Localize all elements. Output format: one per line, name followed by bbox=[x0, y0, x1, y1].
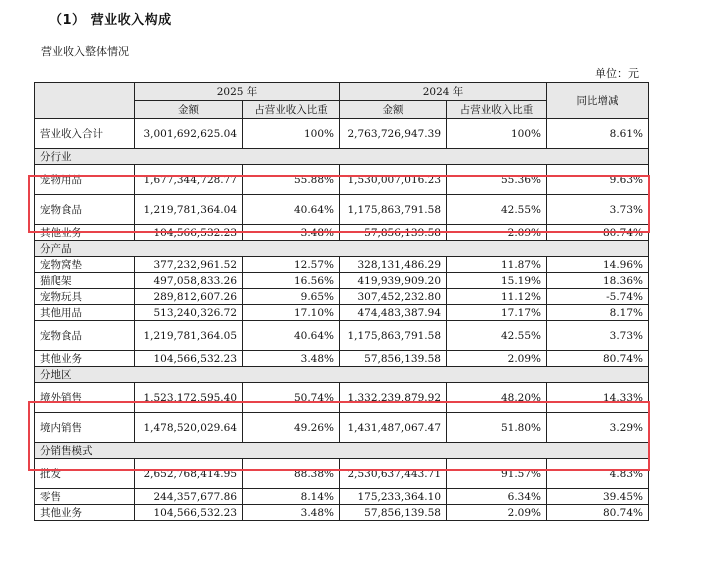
category-row bbox=[35, 367, 649, 383]
yoy-cell: -5.74% bbox=[547, 289, 649, 305]
amount-2025-cell: 1,523,172,595.40 bbox=[135, 383, 243, 413]
row-label: 宠物用品 bbox=[35, 165, 135, 195]
yoy-cell: 39.45% bbox=[547, 489, 649, 505]
ratio-2025-cell: 55.88% bbox=[243, 165, 340, 195]
yoy-cell: 14.33% bbox=[547, 383, 649, 413]
row-label: 宠物食品 bbox=[35, 321, 135, 351]
amount-2025-cell: 3,001,692,625.04 bbox=[135, 119, 243, 149]
header-ratio-2025: 占营业收入比重 bbox=[243, 101, 340, 119]
row-label: 其他业务 bbox=[35, 505, 135, 521]
ratio-2024-cell: 42.55% bbox=[447, 195, 547, 225]
table-row bbox=[35, 273, 649, 289]
yoy-cell: 80.74% bbox=[547, 351, 649, 367]
header-blank bbox=[35, 83, 135, 119]
row-label: 零售 bbox=[35, 489, 135, 505]
amount-2025-cell: 513,240,326.72 bbox=[135, 305, 243, 321]
header-year-2025: 2025 年 bbox=[135, 83, 340, 101]
amount-2024-cell: 1,175,863,791.58 bbox=[340, 321, 447, 351]
ratio-2025-cell: 40.64% bbox=[243, 195, 340, 225]
amount-2024-cell: 2,763,726,947.39 bbox=[340, 119, 447, 149]
category-row bbox=[35, 443, 649, 459]
ratio-2025-cell: 3.48% bbox=[243, 505, 340, 521]
ratio-2024-cell: 6.34% bbox=[447, 489, 547, 505]
amount-2025-cell: 1,677,344,728.77 bbox=[135, 165, 243, 195]
amount-2025-cell: 244,357,677.86 bbox=[135, 489, 243, 505]
ratio-2024-cell: 100% bbox=[447, 119, 547, 149]
amount-2024-cell: 328,131,486.29 bbox=[340, 257, 447, 273]
amount-2025-cell: 104,566,532.23 bbox=[135, 505, 243, 521]
row-label: 宠物玩具 bbox=[35, 289, 135, 305]
ratio-2025-cell: 50.74% bbox=[243, 383, 340, 413]
ratio-2025-cell: 49.26% bbox=[243, 413, 340, 443]
yoy-cell: 80.74% bbox=[547, 505, 649, 521]
category-row bbox=[35, 241, 649, 257]
category-title: 分行业 bbox=[35, 149, 649, 165]
amount-2025-cell: 1,478,520,029.64 bbox=[135, 413, 243, 443]
header-amount-2025: 金额 bbox=[135, 101, 243, 119]
table-row bbox=[35, 195, 649, 225]
amount-2024-cell: 1,332,239,879.92 bbox=[340, 383, 447, 413]
ratio-2025-cell: 8.14% bbox=[243, 489, 340, 505]
amount-2024-cell: 57,856,139.58 bbox=[340, 505, 447, 521]
category-title: 分地区 bbox=[35, 367, 649, 383]
amount-2024-cell: 419,939,909.20 bbox=[340, 273, 447, 289]
row-label: 境内销售 bbox=[35, 413, 135, 443]
ratio-2025-cell: 3.48% bbox=[243, 225, 340, 241]
row-label: 其他业务 bbox=[35, 351, 135, 367]
ratio-2025-cell: 17.10% bbox=[243, 305, 340, 321]
amount-2025-cell: 1,219,781,364.05 bbox=[135, 321, 243, 351]
row-label: 其他业务 bbox=[35, 225, 135, 241]
amount-2024-cell: 1,530,007,016.23 bbox=[340, 165, 447, 195]
table-row bbox=[35, 383, 649, 413]
ratio-2024-cell: 42.55% bbox=[447, 321, 547, 351]
table-row bbox=[35, 351, 649, 367]
table-row bbox=[35, 289, 649, 305]
table-row bbox=[35, 459, 649, 489]
yoy-cell: 8.17% bbox=[547, 305, 649, 321]
ratio-2025-cell: 88.38% bbox=[243, 459, 340, 489]
amount-2025-cell: 104,566,532.23 bbox=[135, 225, 243, 241]
table-row bbox=[35, 321, 649, 351]
header-ratio-2024: 占营业收入比重 bbox=[447, 101, 547, 119]
ratio-2024-cell: 51.80% bbox=[447, 413, 547, 443]
table-row bbox=[35, 489, 649, 505]
section-heading: （1） 营业收入构成 bbox=[49, 13, 172, 28]
amount-2024-cell: 57,856,139.58 bbox=[340, 225, 447, 241]
ratio-2025-cell: 16.56% bbox=[243, 273, 340, 289]
header-year-2024: 2024 年 bbox=[340, 83, 547, 101]
row-label: 宠物窝垫 bbox=[35, 257, 135, 273]
category-title: 分产品 bbox=[35, 241, 649, 257]
table-row bbox=[35, 305, 649, 321]
amount-2025-cell: 2,652,768,414.95 bbox=[135, 459, 243, 489]
ratio-2024-cell: 17.17% bbox=[447, 305, 547, 321]
table-subtitle: 营业收入整体情况 bbox=[41, 45, 129, 58]
amount-2024-cell: 175,233,364.10 bbox=[340, 489, 447, 505]
ratio-2024-cell: 55.36% bbox=[447, 165, 547, 195]
ratio-2024-cell: 15.19% bbox=[447, 273, 547, 289]
yoy-cell: 8.61% bbox=[547, 119, 649, 149]
amount-2025-cell: 289,812,607.26 bbox=[135, 289, 243, 305]
ratio-2025-cell: 100% bbox=[243, 119, 340, 149]
table-row bbox=[35, 413, 649, 443]
category-title: 分销售模式 bbox=[35, 443, 649, 459]
table-row bbox=[35, 257, 649, 273]
amount-2025-cell: 497,058,833.26 bbox=[135, 273, 243, 289]
unit-label: 单位：元 bbox=[595, 67, 639, 80]
row-label: 其他用品 bbox=[35, 305, 135, 321]
table-row bbox=[35, 225, 649, 241]
header-yoy: 同比增减 bbox=[547, 83, 649, 119]
yoy-cell: 3.29% bbox=[547, 413, 649, 443]
table-row bbox=[35, 119, 649, 149]
revenue-composition-table bbox=[34, 82, 649, 521]
amount-2025-cell: 377,232,961.52 bbox=[135, 257, 243, 273]
row-label: 宠物食品 bbox=[35, 195, 135, 225]
ratio-2025-cell: 3.48% bbox=[243, 351, 340, 367]
row-label: 境外销售 bbox=[35, 383, 135, 413]
amount-2024-cell: 2,530,637,443.71 bbox=[340, 459, 447, 489]
ratio-2025-cell: 40.64% bbox=[243, 321, 340, 351]
table-row bbox=[35, 165, 649, 195]
yoy-cell: 3.73% bbox=[547, 195, 649, 225]
category-row bbox=[35, 149, 649, 165]
table-row bbox=[35, 505, 649, 521]
amount-2024-cell: 307,452,232.80 bbox=[340, 289, 447, 305]
amount-2025-cell: 104,566,532.23 bbox=[135, 351, 243, 367]
amount-2024-cell: 474,483,387.94 bbox=[340, 305, 447, 321]
yoy-cell: 80.74% bbox=[547, 225, 649, 241]
yoy-cell: 4.83% bbox=[547, 459, 649, 489]
header-amount-2024: 金额 bbox=[340, 101, 447, 119]
amount-2025-cell: 1,219,781,364.04 bbox=[135, 195, 243, 225]
ratio-2024-cell: 2.09% bbox=[447, 225, 547, 241]
row-label: 猫爬架 bbox=[35, 273, 135, 289]
ratio-2024-cell: 91.57% bbox=[447, 459, 547, 489]
ratio-2025-cell: 9.65% bbox=[243, 289, 340, 305]
ratio-2025-cell: 12.57% bbox=[243, 257, 340, 273]
yoy-cell: 18.36% bbox=[547, 273, 649, 289]
yoy-cell: 9.63% bbox=[547, 165, 649, 195]
ratio-2024-cell: 48.20% bbox=[447, 383, 547, 413]
ratio-2024-cell: 11.87% bbox=[447, 257, 547, 273]
row-label: 营业收入合计 bbox=[35, 119, 135, 149]
yoy-cell: 3.73% bbox=[547, 321, 649, 351]
ratio-2024-cell: 11.12% bbox=[447, 289, 547, 305]
amount-2024-cell: 1,431,487,067.47 bbox=[340, 413, 447, 443]
ratio-2024-cell: 2.09% bbox=[447, 351, 547, 367]
yoy-cell: 14.96% bbox=[547, 257, 649, 273]
ratio-2024-cell: 2.09% bbox=[447, 505, 547, 521]
amount-2024-cell: 1,175,863,791.58 bbox=[340, 195, 447, 225]
row-label: 批发 bbox=[35, 459, 135, 489]
amount-2024-cell: 57,856,139.58 bbox=[340, 351, 447, 367]
